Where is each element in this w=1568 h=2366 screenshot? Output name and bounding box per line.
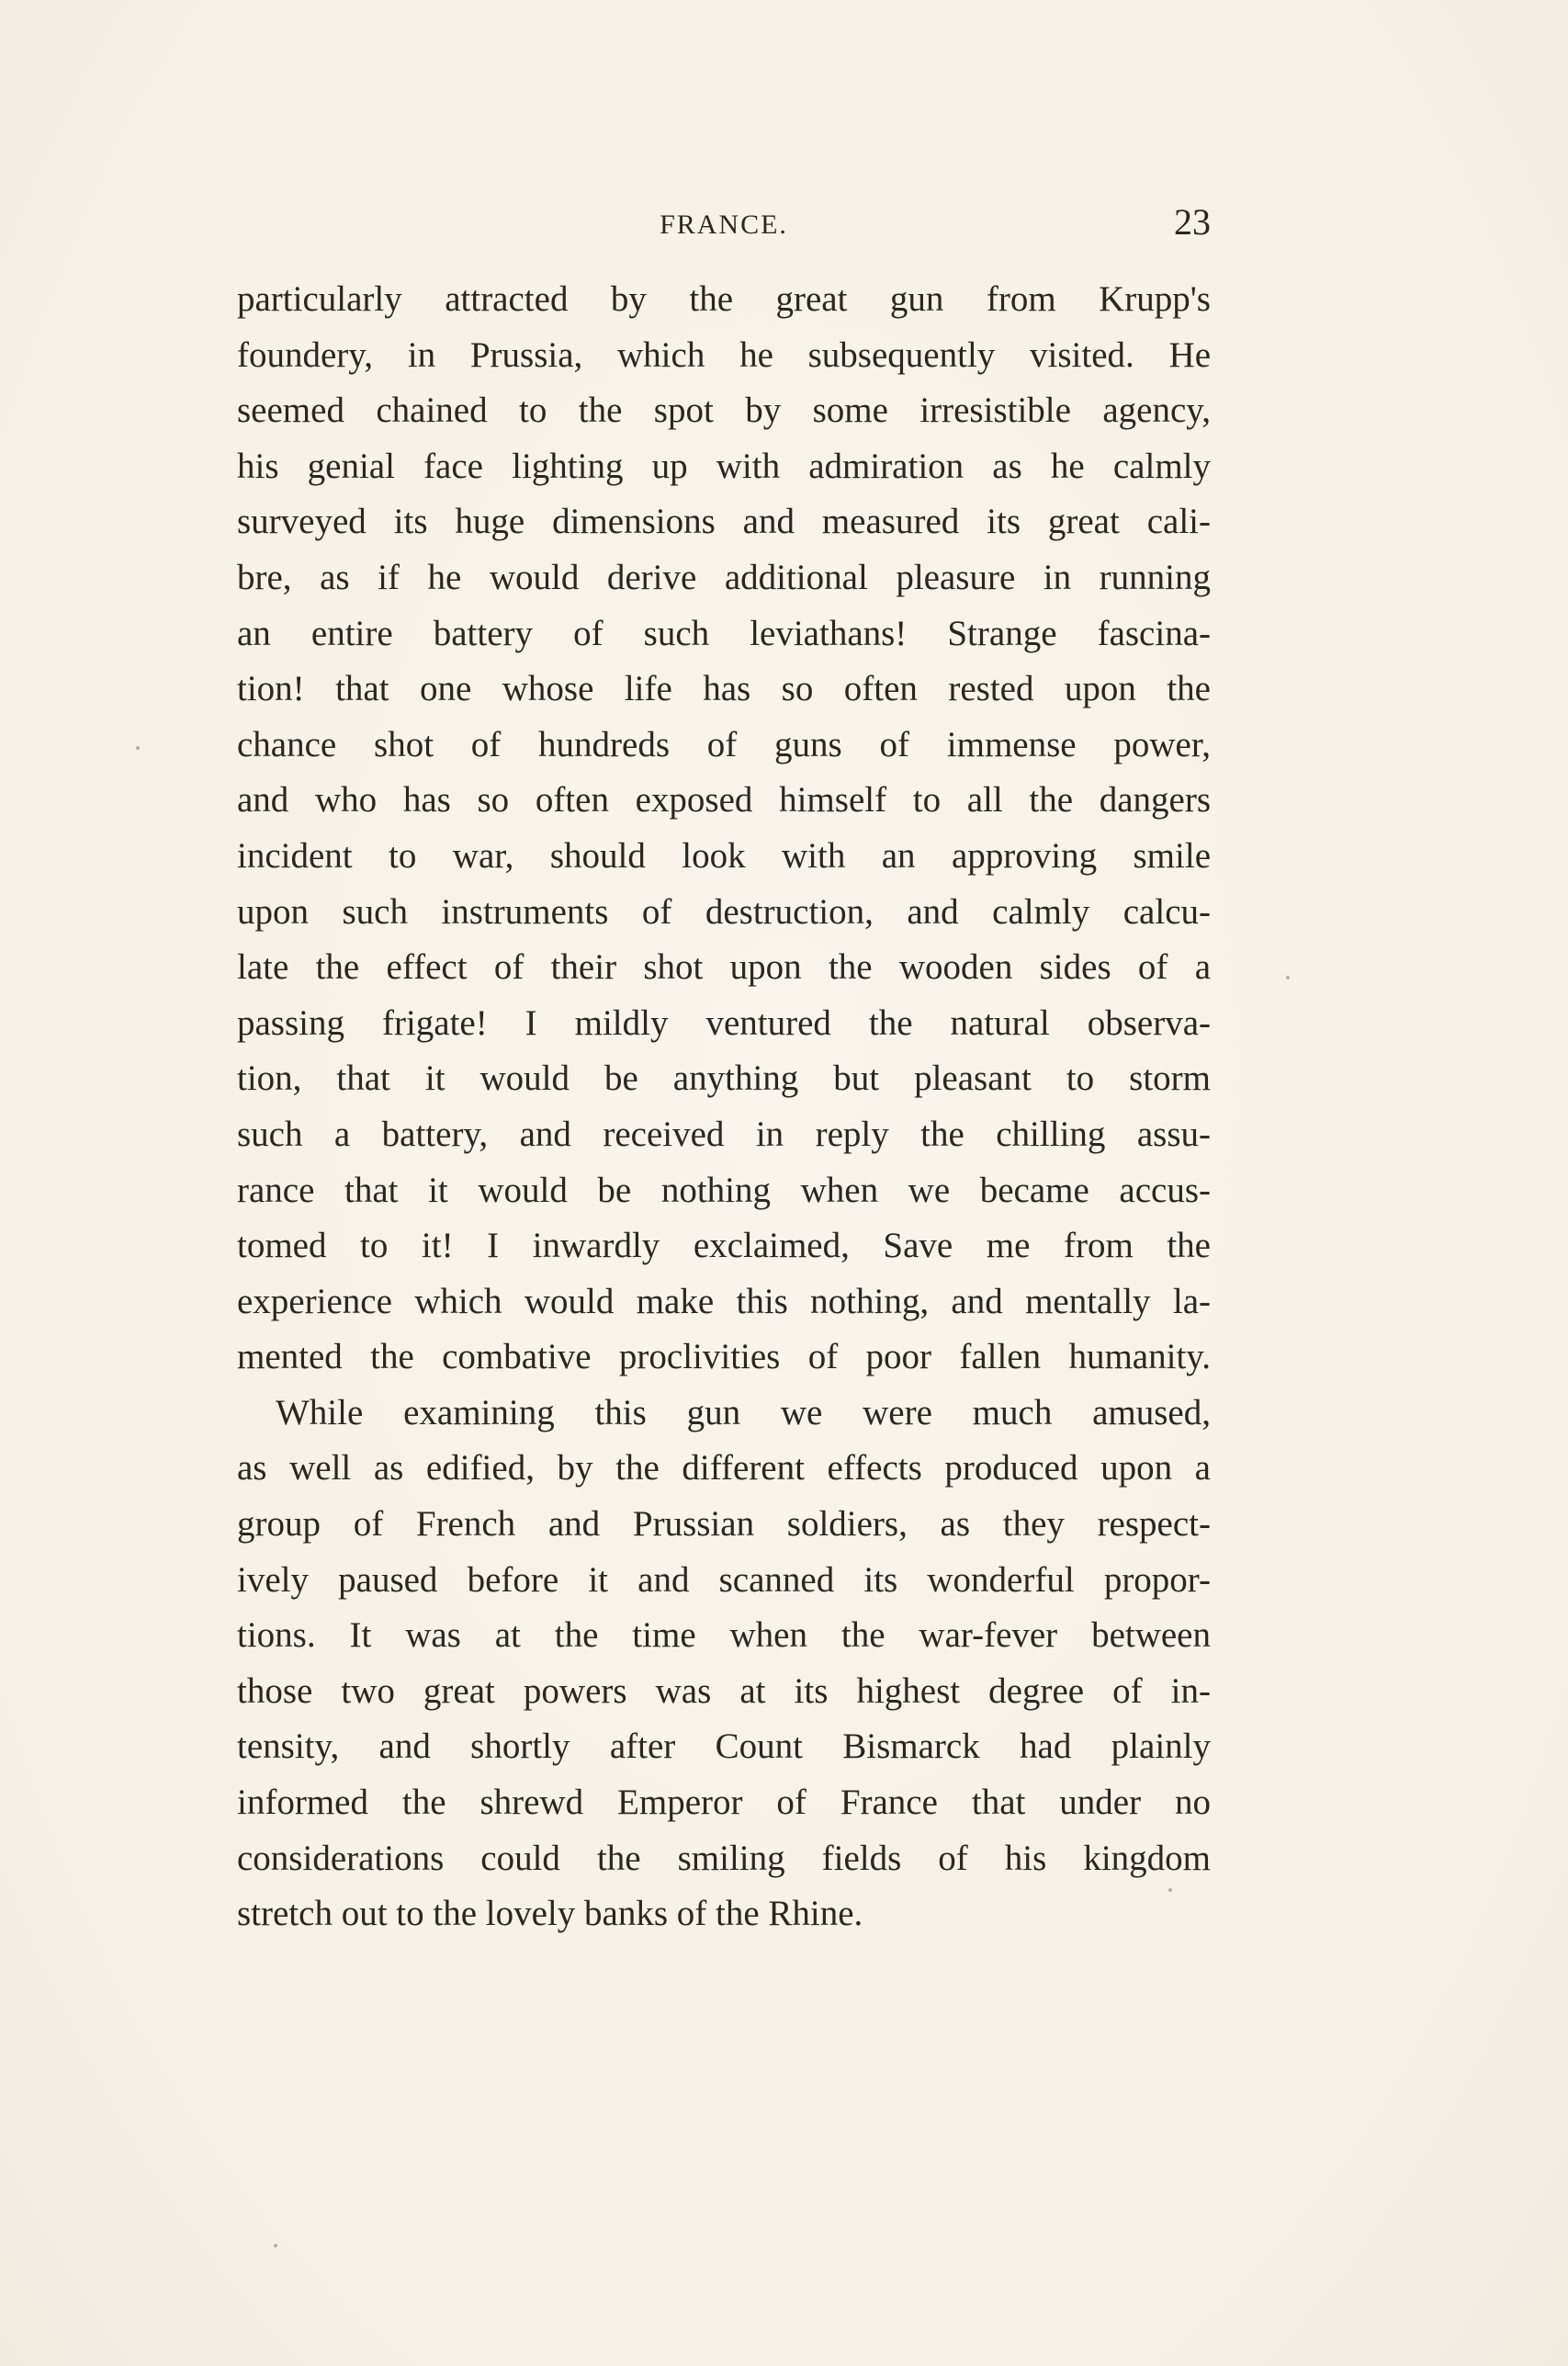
running-head: [237, 200, 1211, 246]
text-line: as well as edified, by the different effects produced upon a: [237, 1448, 1211, 1489]
text-line: chance shot of hundreds of guns of immense power,: [237, 724, 1211, 764]
text-line: an entire battery of such leviathans! Strange fascina-: [237, 613, 1211, 653]
text-line: foundery, in Prussia, which he subsequently visited. He: [237, 334, 1211, 375]
text-line: particularly attracted by the great gun from Krupp's: [237, 279, 1211, 319]
paper-speck: [136, 746, 140, 750]
text-line: ively paused before it and scanned its wonderful propor-: [237, 1559, 1211, 1600]
text-line: late the effect of their shot upon the wooden sides of a: [237, 947, 1211, 988]
text-line: seemed chained to the spot by some irresistible agency,: [237, 391, 1211, 431]
text-line: rance that it would be nothing when we became accus-: [237, 1170, 1211, 1210]
paper-speck: [1168, 1888, 1172, 1892]
text-line: his genial face lighting up with admiration as he calmly: [237, 446, 1211, 486]
text-line: bre, as if he would derive additional pleasure in running: [237, 557, 1211, 597]
text-line: passing frigate! I mildly ventured the natural observa-: [237, 1002, 1211, 1043]
text-line: and who has so often exposed himself to all the dangers: [237, 780, 1211, 821]
text-line: upon such instruments of destruction, and calmly calcu-: [237, 891, 1211, 932]
text-line: considerations could the smiling fields of his kingdom: [237, 1838, 1211, 1878]
running-title: FRANCE.: [660, 209, 788, 240]
text-line: mented the combative proclivities of poor fallen humanity.: [237, 1337, 1211, 1377]
text-line: incident to war, should look with an approving smile: [237, 835, 1211, 876]
page-number: 23: [1174, 201, 1211, 243]
text-line: tions. It was at the time when the war-fever between: [237, 1615, 1211, 1656]
text-line: tensity, and shortly after Count Bismarck had plainly: [237, 1726, 1211, 1767]
paper-speck: [1286, 976, 1290, 979]
text-line: those two great powers was at its highest degree of in-: [237, 1670, 1211, 1711]
paragraph-start-line: While examining this gun we were much amused,: [276, 1392, 1211, 1432]
text-line: such a battery, and received in reply the chilling assu-: [237, 1114, 1211, 1154]
paper-speck: [274, 2244, 277, 2247]
text-line: stretch out to the lovely banks of the Rhine.: [237, 1894, 863, 1934]
text-line: surveyed its huge dimensions and measured its great cali-: [237, 502, 1211, 542]
text-line: experience which would make this nothing, and mentally la-: [237, 1281, 1211, 1321]
text-line: group of French and Prussian soldiers, as they respect-: [237, 1504, 1211, 1545]
text-line: tion, that it would be anything but pleasant to storm: [237, 1058, 1211, 1099]
text-line: tomed to it! I inwardly exclaimed, Save me from the: [237, 1226, 1211, 1266]
text-line: tion! that one whose life has so often rested upon the: [237, 669, 1211, 709]
body-text: [237, 272, 1211, 1942]
text-line: informed the shrewd Emperor of France that under no: [237, 1783, 1211, 1823]
